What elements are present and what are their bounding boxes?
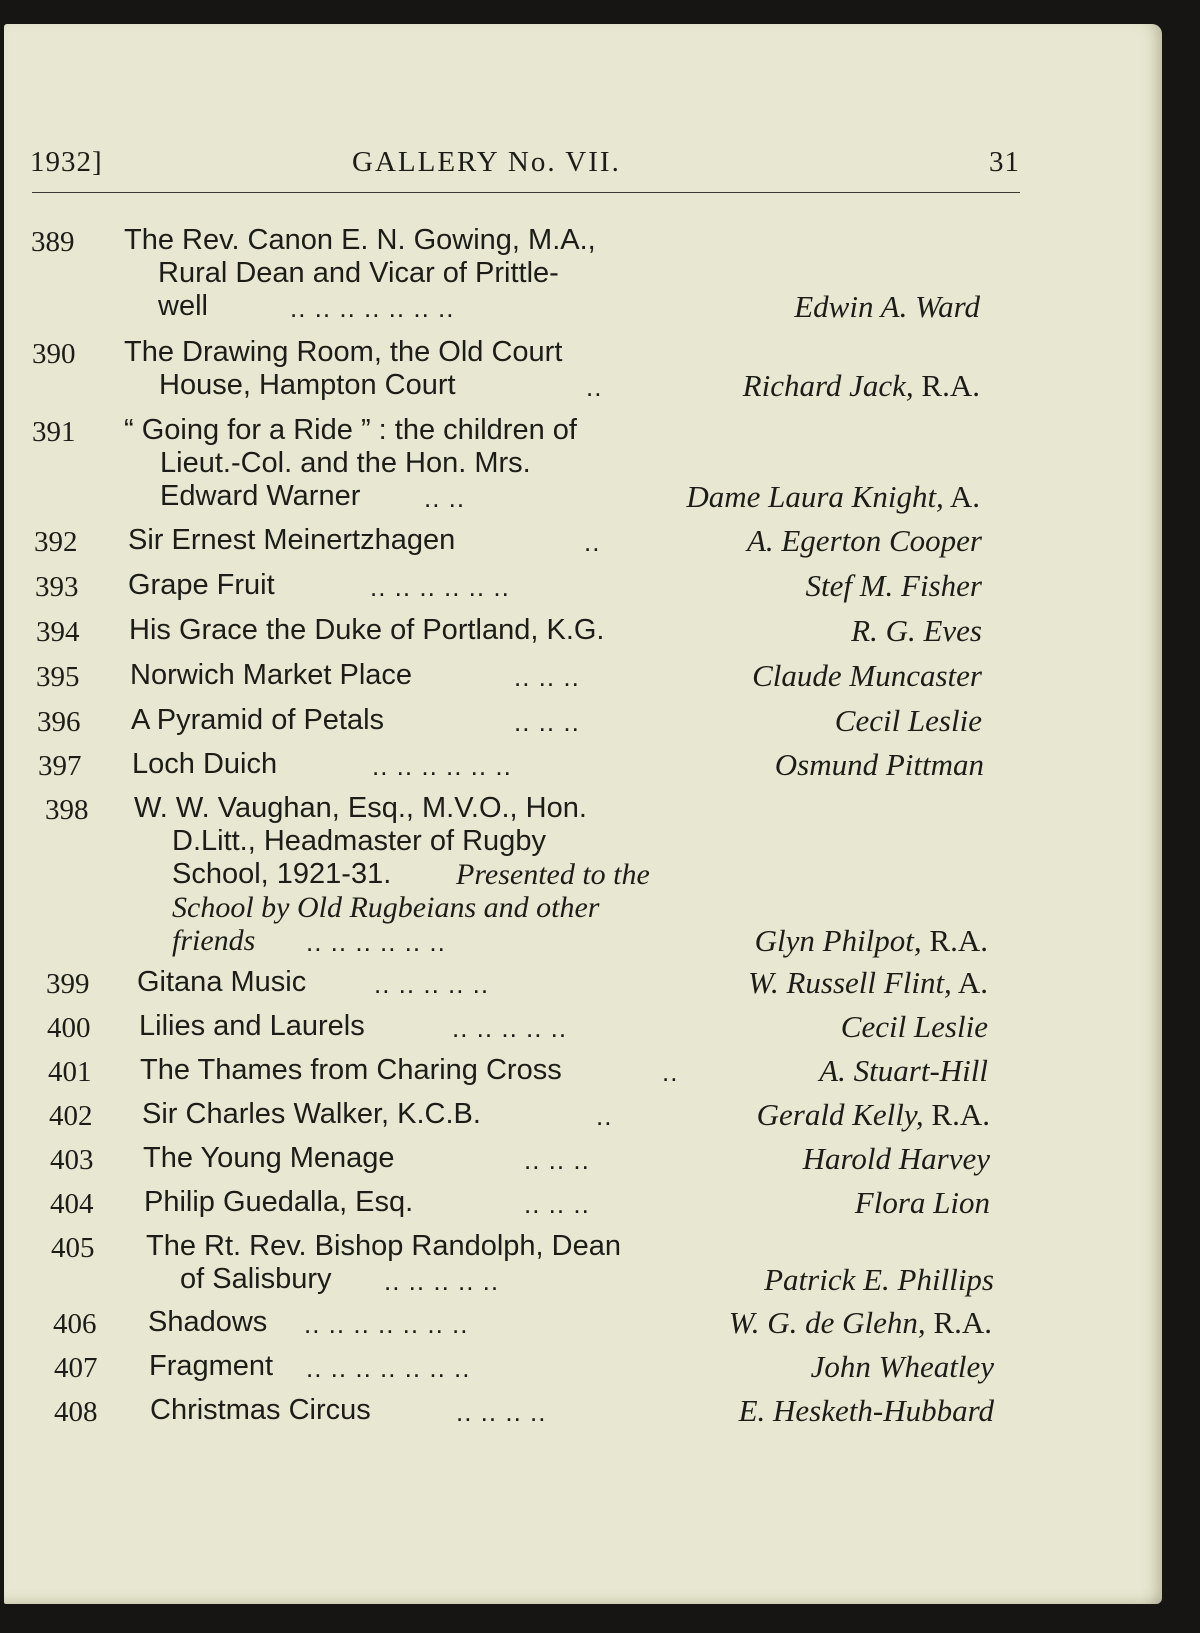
artist-name: Patrick E. Phillips <box>764 1262 994 1297</box>
entry-title-line: The Thames from Charing Cross <box>140 1054 562 1086</box>
entry-number: 407 <box>54 1352 98 1384</box>
entry-number: 399 <box>46 968 90 1000</box>
artist-name: Richard Jack, R.A. <box>742 368 980 403</box>
leader-dots: .. .. .. <box>514 707 580 737</box>
entry-number: 402 <box>49 1100 93 1132</box>
entry-title-line: House, Hampton Court <box>159 369 456 401</box>
artist-name: E. Hesketh-Hubbard <box>738 1393 994 1428</box>
entry-title-line: A Pyramid of Petals <box>131 704 385 736</box>
entry-number: 403 <box>50 1144 94 1176</box>
leader-dots: .. .. <box>424 483 466 513</box>
leader-dots: .. .. .. .. .. .. <box>306 927 446 957</box>
entry-title-line: Christmas Circus <box>150 1394 371 1426</box>
entry-number: 392 <box>34 526 78 558</box>
artist-name: Harold Harvey <box>802 1141 990 1176</box>
leader-dots: .. .. .. .. .. .. .. <box>306 1353 471 1383</box>
artist-name: Glyn Philpot, R.A. <box>754 923 988 958</box>
artist-name: John Wheatley <box>810 1349 994 1384</box>
artist-name: Cecil Leslie <box>840 1009 988 1044</box>
catalogue-page <box>4 24 1162 1604</box>
header-rule <box>32 192 1020 193</box>
entry-title-line: The Rev. Canon E. N. Gowing, M.A., <box>124 224 596 256</box>
leader-dots: .. .. .. <box>524 1145 590 1175</box>
leader-dots: .. .. .. .. .. .. .. <box>304 1309 469 1339</box>
entry-number: 401 <box>48 1056 92 1088</box>
entry-title-line: His Grace the Duke of Portland, K.G. <box>129 614 605 646</box>
entry-number: 391 <box>32 416 76 448</box>
header-year: 1932] <box>30 146 103 178</box>
entry-title-line: School by Old Rugbeians and other <box>172 891 600 924</box>
entry-number: 395 <box>36 661 80 693</box>
leader-dots: .. .. .. .. .. .. <box>372 751 512 781</box>
entry-title-line: The Rt. Rev. Bishop Randolph, Dean <box>146 1230 622 1262</box>
entry-number: 398 <box>45 794 89 826</box>
artist-name: A. Stuart-Hill <box>819 1053 988 1088</box>
entry-title-line: “ Going for a Ride ” : the children of <box>124 414 577 446</box>
entry-title-line: of Salisbury <box>180 1263 332 1295</box>
entry-number: 405 <box>51 1232 95 1264</box>
presented-note: Presented to the <box>456 858 650 891</box>
artist-name: Gerald Kelly, R.A. <box>756 1097 990 1132</box>
leader-dots: .. .. .. <box>514 662 580 692</box>
entry-number: 396 <box>37 706 81 738</box>
entry-title-line: Grape Fruit <box>128 569 275 601</box>
entry-title-line: Rural Dean and Vicar of Prittle- <box>158 257 559 289</box>
entry-number: 404 <box>50 1188 94 1220</box>
entry-title-line: Sir Charles Walker, K.C.B. <box>142 1098 481 1130</box>
artist-name: R. G. Eves <box>851 613 982 648</box>
leader-dots: .. <box>584 527 601 557</box>
leader-dots: .. .. .. .. .. <box>384 1266 500 1296</box>
entry-title-line: Lieut.-Col. and the Hon. Mrs. <box>160 447 531 479</box>
artist-name: Stef M. Fisher <box>805 568 982 603</box>
running-head <box>30 146 1020 186</box>
artist-name: W. G. de Glehn, R.A. <box>728 1305 992 1340</box>
artist-name: Edwin A. Ward <box>794 289 980 324</box>
entry-title-line: Loch Duich <box>132 748 278 780</box>
entry-title-line: Lilies and Laurels <box>139 1010 365 1042</box>
entry-number: 400 <box>47 1012 91 1044</box>
entry-title-line: D.Litt., Headmaster of Rugby <box>172 825 546 857</box>
leader-dots: .. .. .. <box>524 1189 590 1219</box>
leader-dots: .. .. .. .. .. <box>374 969 490 999</box>
entry-title-line: friends <box>172 924 256 957</box>
artist-name: Dame Laura Knight, A. <box>686 479 980 514</box>
leader-dots: .. .. .. .. <box>456 1397 547 1427</box>
leader-dots: .. .. .. .. .. <box>452 1013 568 1043</box>
entry-number: 408 <box>54 1396 98 1428</box>
entry-title-line: Philip Guedalla, Esq. <box>144 1186 414 1218</box>
entry-number: 390 <box>32 338 76 370</box>
entry-title-line: Edward Warner <box>160 480 361 512</box>
leader-dots: .. <box>662 1057 679 1087</box>
entry-title-line: Sir Ernest Meinertzhagen <box>128 524 456 556</box>
artist-name: Osmund Pittman <box>774 747 984 782</box>
artist-name: W. Russell Flint, A. <box>748 965 988 1000</box>
entry-number: 389 <box>31 226 75 258</box>
leader-dots: .. .. .. .. .. .. .. <box>290 293 455 323</box>
leader-dots: .. <box>596 1101 613 1131</box>
entry-title-line: School, 1921-31. <box>172 858 392 890</box>
entry-title-line: The Young Menage <box>143 1142 395 1174</box>
entry-title-line: W. W. Vaughan, Esq., M.V.O., Hon. <box>134 792 587 824</box>
entry-number: 397 <box>38 750 82 782</box>
artist-name: Claude Muncaster <box>752 658 982 693</box>
leader-dots: .. <box>586 372 603 402</box>
entry-number: 406 <box>53 1308 97 1340</box>
entry-title-line: well <box>158 290 208 322</box>
artist-name: Flora Lion <box>854 1185 990 1220</box>
page-title: GALLERY No. VII. <box>352 146 621 178</box>
leader-dots: .. .. .. .. .. .. <box>370 572 510 602</box>
entry-title-line: Fragment <box>149 1350 274 1382</box>
page-number: 31 <box>989 146 1020 178</box>
artist-name: Cecil Leslie <box>834 703 982 738</box>
entry-title-line: Shadows <box>148 1306 268 1338</box>
entry-title-line: The Drawing Room, the Old Court <box>124 336 563 368</box>
artist-name: A. Egerton Cooper <box>746 523 982 558</box>
entry-number: 394 <box>36 616 80 648</box>
entry-title-line: Norwich Market Place <box>130 659 413 691</box>
entry-title-line: Gitana Music <box>137 966 307 998</box>
entry-number: 393 <box>35 571 79 603</box>
